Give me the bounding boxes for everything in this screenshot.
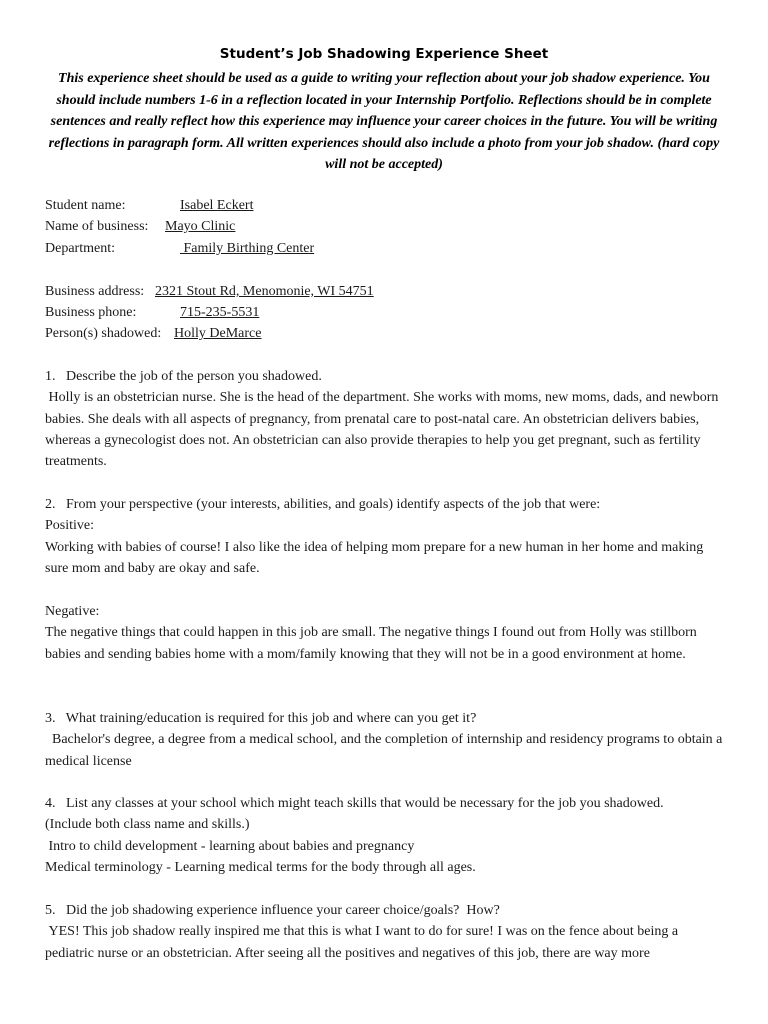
question-1: 1. Describe the job of the person you shadowed. (45, 369, 322, 384)
department-label: Department: (45, 241, 115, 256)
positive-label: Positive: (45, 518, 95, 534)
answer-1: Holly is an obstetrician nurse. She is the head of the department. She works with moms, new moms, dads, and newborn babies. She deals with all aspects of pregnancy, from prenatal care to post-natal care. An obstetrician delivers babies, whereas a gynecologist does not. An obstetrician can also provide therapies to help you get pregnant, such as fertility treatments. (45, 390, 722, 470)
question-3-section (45, 708, 730, 772)
student-name-row (45, 195, 253, 216)
question-2-section (45, 494, 730, 579)
business-address-label: Business address: (45, 284, 145, 299)
question-1-section (45, 366, 730, 472)
question-4: 4. List any classes at your school which might teach skills that would be necessary for the job you shadowed. (45, 796, 664, 811)
business-name-row (45, 216, 235, 237)
person-shadowed-value: Holly DeMarce (174, 326, 262, 341)
positive-answer: Working with babies of course! I also like the idea of helping mom prepare for a new human in her home and making sure mom and baby are okay and safe. (45, 539, 704, 576)
student-name-label: Student name: (45, 198, 126, 213)
class-item-1: Intro to child development - learning about babies and pregnancy (45, 838, 415, 854)
question-3: 3. What training/education is required for this job and where can you get it? (45, 711, 477, 726)
negative-label: Negative: (45, 604, 100, 619)
question-2: 2. From your perspective (your interests, abilities, and goals) identify aspects of the job that were: (45, 497, 601, 512)
business-address-row (45, 281, 374, 302)
business-address-value: 2321 Stout Rd, Menomonie, WI 54751 (155, 284, 374, 299)
student-name-value: Isabel Eckert (180, 198, 254, 213)
question-5: 5. Did the job shadowing experience influence your career choice/goals? How? (45, 903, 500, 918)
person-shadowed-row (45, 323, 261, 344)
person-shadowed-label: Person(s) shadowed: (45, 326, 162, 341)
business-phone-value: 715-235-5531 (180, 305, 260, 320)
negative-answer: The negative things that could happen in this job are small. The negative things I found out from Holly was stillborn babies and sending babies home with a mom/family knowing that they will not be in a good environment at home. (45, 625, 697, 662)
instructions-paragraph: This experience sheet should be used as a guide to writing your reflection about your job shadow experience. You should include numbers 1-6 in a reflection located in your Internship Portfolio. Reflections should be in complete sentences and really reflect how this experience may influence your career choices in the future. You will be writing reflections in paragraph form. All written experiences should also include a photo from your job shadow. (hard copy will not be accepted) (48, 71, 720, 172)
question-5-section (45, 900, 730, 964)
negative-section (45, 601, 730, 665)
class-item-2: Medical terminology - Learning medical terms for the body through all ages. (45, 859, 476, 875)
document-title: Student’s Job Shadowing Experience Sheet (219, 46, 549, 62)
question-4-note: (Include both class name and skills.) (45, 817, 250, 833)
department-value: Family Birthing Center (180, 241, 315, 256)
business-phone-row (45, 302, 259, 323)
answer-5: YES! This job shadow really inspired me that this is what I want to do for sure! I was on the fence about being a pediatric nurse or an obstetrician. After seeing all the positives and negatives of this job, there are way more (45, 924, 682, 961)
department-row (45, 238, 314, 259)
question-4-section (45, 793, 730, 878)
business-name-label: Name of business: (45, 219, 149, 234)
business-phone-label: Business phone: (45, 305, 137, 320)
business-name-value: Mayo Clinic (165, 219, 236, 234)
answer-3: Bachelor's degree, a degree from a medical school, and the completion of internship and residency programs to obtain a medical license (45, 732, 726, 769)
